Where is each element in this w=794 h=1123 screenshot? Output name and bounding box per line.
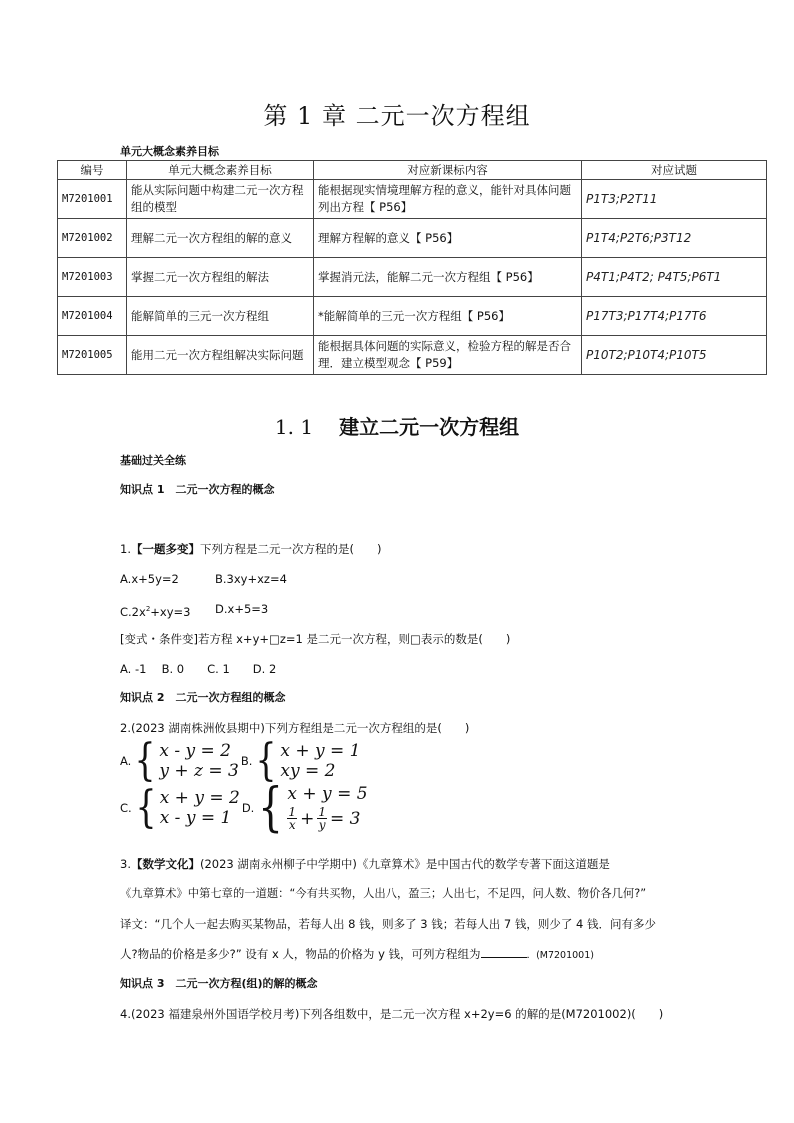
goals-table [57,160,767,375]
question-2: 2.(2023 湖南株洲攸县期中)下列方程组是二元一次方程组的是( ) [120,721,470,735]
question-4: 4.(2023 福建泉州外国语学校月考)下列各组数中，是二元一次方程 x+2y=6 的解的是(M7201002)( ) [120,1007,664,1021]
equation [287,806,367,831]
cell-refs: P1T4;P2T6;P3T12 [582,219,767,258]
q2-option-a-system [131,735,239,786]
fraction [317,806,327,831]
table-header: 单元大概念素养目标 [127,161,314,180]
brace-icon: { [255,735,277,786]
q1-variant: [变式・条件变]若方程 x+y+□z=1 是二元一次方程，则□表示的数是( ) [120,632,511,646]
q2-option-c-system [132,781,240,833]
question-stem: 下列方程是二元一次方程的是( ) [199,542,382,556]
section-number: 1. 1 [274,415,314,439]
table-row [58,219,767,258]
q3-line-2: 《九章算术》中第七章的一道题：“今有共买物，人出八，盈三；人出七，不足四，问人数、物价各几何?” [120,887,647,900]
question-tag: 【一题多变】 [130,542,200,556]
q2-option-d-system [254,777,368,838]
equals-part: = 3 [329,808,361,829]
goals-heading: 单元大概念素养目标 [120,145,219,158]
cell-refs: P17T3;P17T4;P17T6 [582,297,767,336]
cell-standard: 理解方程解的意义【 P56】 [314,219,582,258]
question-number: 1. [120,542,131,556]
brace-icon: { [258,777,284,838]
q2-option-d-label: D. [241,800,255,815]
knowledge-point-3: 知识点 3 二元一次方程(组)的解的概念 [120,977,318,990]
brace-icon: { [135,781,157,833]
equation: x + y = 5 [287,784,368,804]
table-row [58,180,767,219]
cell-refs: P4T1;P4T2; P4T5;P6T1 [582,258,767,297]
table-row [58,297,767,336]
q1-option-d: D.x+5=3 [215,602,269,616]
q2-option-a-label: A. [120,754,132,768]
table-row [58,258,767,297]
practice-heading: 基础过关全练 [120,454,186,467]
q1-option-c-part: C.2x [120,604,146,619]
section-title-text: 建立二元一次方程组 [339,415,520,439]
equation: xy = 2 [280,761,336,781]
equation: x + y = 2 [159,787,240,808]
q3-line-4-text: 人?物品的价格是多少?” 设有 x 人，物品的价格为 y 钱，可列方程组为 [120,947,481,961]
plus-sign: + [300,808,315,829]
table-header: 对应新课标内容 [314,161,582,180]
question-stem: (2023 湖南永州柳子中学期中)《九章算术》是中国古代的数学专著下面这道题是 [199,857,610,871]
cell-standard: 掌握消元法，能解二元一次方程组【 P56】 [314,258,582,297]
cell-goal: 理解二元一次方程组的解的意义 [127,219,314,258]
fraction [287,806,297,831]
question-tag: 【数学文化】 [130,857,200,871]
q1-option-c [120,601,190,620]
q1-variant-options: A. -1 B. 0 C. 1 D. 2 [120,662,277,676]
cell-code: M7201005 [58,336,127,375]
cell-refs: P10T2;P10T4;P10T5 [582,336,767,375]
cell-refs: P1T3;P2T11 [582,180,767,219]
q3-line-4-end: ．(M7201001) [526,950,594,961]
equation: x - y = 1 [159,807,232,828]
cell-goal: 能解简单的三元一次方程组 [127,297,314,336]
numerator: 1 [318,805,326,819]
table-header: 对应试题 [582,161,767,180]
denominator: y [318,818,326,832]
question-3 [120,856,610,872]
q2-option-b-system [252,735,361,786]
q1-option-a: A.x+5y=2 [120,572,179,586]
answer-blank[interactable] [481,947,527,958]
cell-standard: 能根据具体问题的实际意义，检验方程的解是否合理．建立模型观念【 P59】 [314,336,582,375]
table-row [58,336,767,375]
cell-code: M7201003 [58,258,127,297]
cell-goal: 掌握二元一次方程组的解法 [127,258,314,297]
brace-icon: { [134,735,156,786]
q2-option-b-label: B. [240,754,253,768]
question-number: 3. [120,857,131,871]
q1-option-c-part: +xy=3 [150,604,191,619]
knowledge-point-2: 知识点 2 二元一次方程组的概念 [120,691,286,704]
q2-option-c-label: C. [120,800,132,815]
cell-standard: *能解简单的三元一次方程组【 P56】 [314,297,582,336]
q2-options-ab [120,735,361,786]
knowledge-point-1: 知识点 1 二元一次方程的概念 [120,483,275,496]
equation: y + z = 3 [159,761,239,781]
cell-code: M7201001 [58,180,127,219]
q1-option-b: B.3xy+xz=4 [215,572,287,586]
denominator: x [288,818,296,832]
q3-line-4 [120,946,594,964]
cell-goal: 能从实际问题中构建二元一次方程组的模型 [127,180,314,219]
q1-option-c-exponent: 2 [145,605,151,613]
equation: x + y = 1 [280,741,361,761]
equation: x - y = 2 [159,741,231,761]
q2-options-cd [120,777,368,838]
cell-standard: 能根据现实情境理解方程的意义，能针对具体问题列出方程【 P56】 [314,180,582,219]
table-header-row [58,161,767,180]
chapter-title: 第 1 章 二元一次方程组 [263,102,531,130]
table-header: 编号 [58,161,127,180]
numerator: 1 [288,805,297,819]
question-1 [120,541,381,557]
section-title [0,413,794,441]
q3-line-3: 译文：“几个人一起去购买某物品，若每人出 8 钱，则多了 3 钱；若每人出 7 钱，则少了 4 钱．问有多少 [120,917,656,931]
cell-code: M7201004 [58,297,127,336]
cell-code: M7201002 [58,219,127,258]
cell-goal: 能用二元一次方程组解决实际问题 [127,336,314,375]
